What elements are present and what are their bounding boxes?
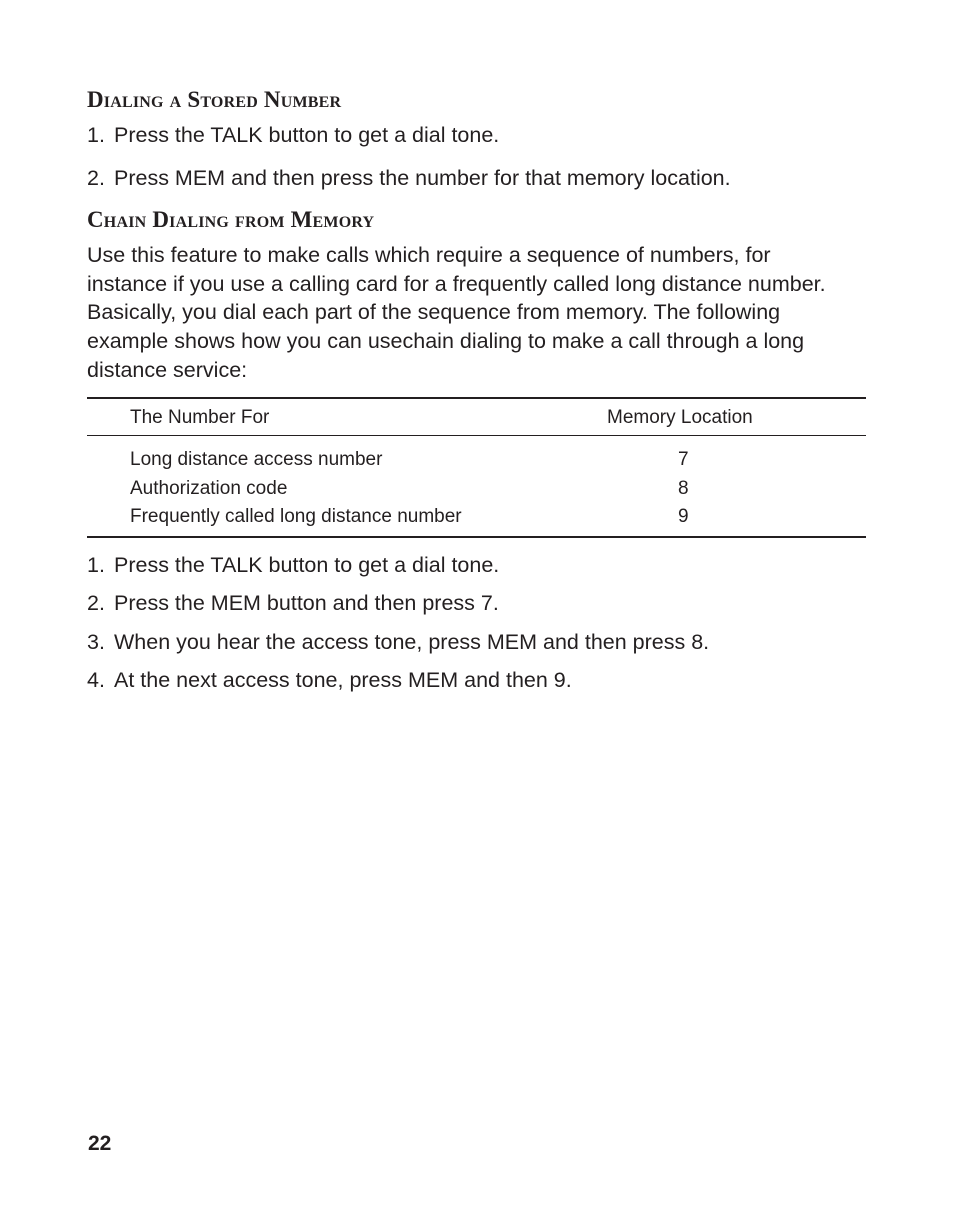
step-text: Press the TALK button to get a dial tone. (114, 553, 500, 577)
table-cell-number-for: Authorization code (130, 477, 288, 499)
stored-number-steps (87, 121, 731, 207)
section-heading-dialing-stored-number: Dialing a Stored Number (87, 87, 342, 112)
table-cell-number-for: Frequently called long distance number (130, 506, 462, 527)
table-header-number-for: The Number For (130, 407, 270, 428)
table-header-memory-location: Memory Location (607, 407, 753, 428)
table-cell-memory-location: 8 (678, 477, 689, 499)
table-top-rule (87, 397, 866, 399)
section-heading-chain-dialing: Chain Dialing from Memory (87, 207, 375, 232)
table-cell-memory-location: 9 (678, 506, 689, 527)
list-item: 1. Press the TALK button to get a dial tone. (87, 553, 500, 577)
list-item: 4. At the next access tone, press MEM and then 9. (87, 667, 572, 692)
step-text: At the next access tone, press MEM and then 9. (114, 667, 572, 692)
table-header-rule (87, 435, 866, 436)
chain-dialing-description: Use this feature to make calls which require a sequence of numbers, for instance if you use a calling card for a frequently called long distance number. Basically, you dial each part of the sequence from memory. The following example shows how you can usechain dialing to make a call through a long distance service: (87, 243, 826, 382)
page-number: 22 (88, 1132, 112, 1155)
table-row (87, 503, 866, 532)
table-bottom-rule (87, 536, 866, 538)
list-item: 2. Press MEM and then press the number for that memory location. (87, 166, 731, 190)
chain-dialing-steps (87, 551, 709, 704)
step-text: Press the MEM button and then press 7. (114, 591, 499, 616)
step-text: When you hear the access tone, press MEM and then press 8. (114, 629, 710, 654)
step-text: Press MEM and then press the number for that memory location. (114, 166, 731, 190)
list-item: 3. When you hear the access tone, press MEM and then press 8. (87, 629, 710, 654)
list-item: 2. Press the MEM button and then press 7. (87, 591, 499, 616)
step-text: Press the TALK button to get a dial tone. (114, 123, 500, 147)
table-row (87, 475, 866, 504)
list-item: 1. Press the TALK button to get a dial tone. (87, 123, 500, 147)
memory-location-table (87, 446, 866, 532)
table-cell-number-for: Long distance access number (130, 449, 383, 470)
table-row (87, 446, 866, 475)
table-cell-memory-location: 7 (678, 449, 689, 470)
